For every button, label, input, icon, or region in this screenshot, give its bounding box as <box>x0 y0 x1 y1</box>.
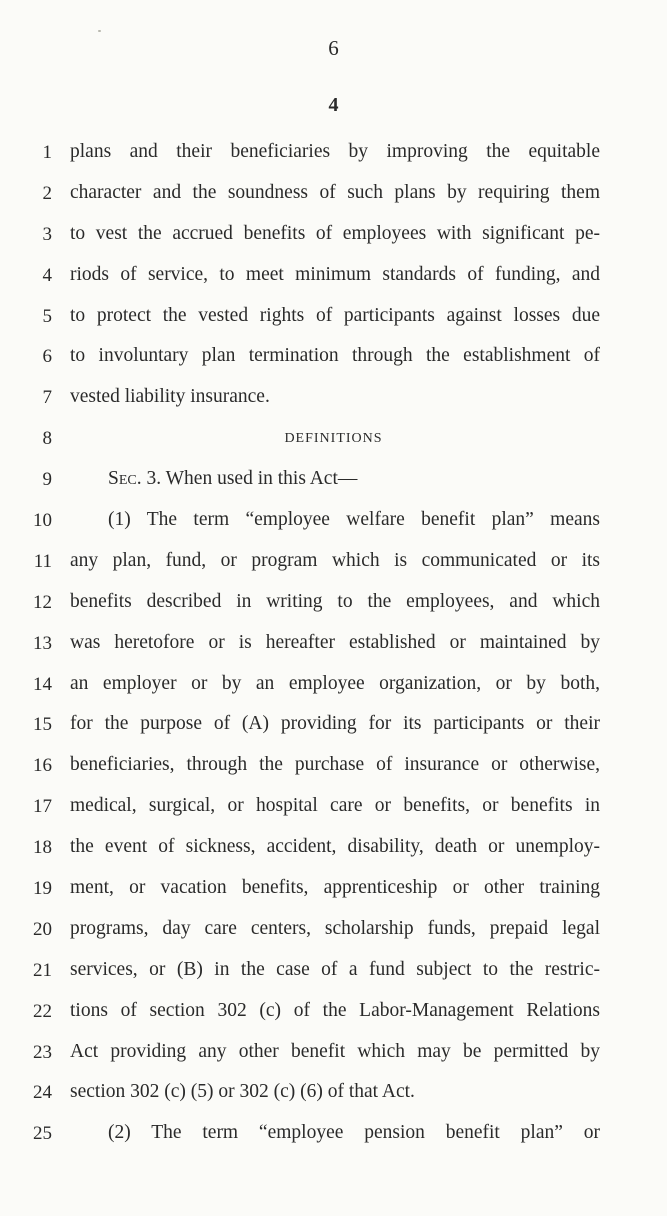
text-line <box>0 343 667 384</box>
text-line <box>0 752 667 793</box>
line-text: Act providing any other benefit which may be permitted by <box>70 1040 600 1062</box>
text-line <box>0 384 667 425</box>
line-number: 5 <box>42 305 52 327</box>
text-line <box>0 1120 667 1161</box>
line-text: plans and their beneficiaries by improving the equitable <box>70 141 600 162</box>
line-number: 23 <box>33 1041 52 1063</box>
line-text: tions of section 302 (c) of the Labor-Management Relations <box>70 999 600 1021</box>
line-text: (1) The term “employee welfare benefit plan” means <box>108 509 600 531</box>
line-number: 10 <box>33 510 52 532</box>
line-number: 9 <box>42 469 52 491</box>
text-line <box>0 1079 667 1120</box>
line-text: any plan, fund, or program which is communicated or its <box>70 549 600 571</box>
line-number: 11 <box>33 550 52 572</box>
line-text: character and the soundness of such plans by requiring them <box>70 181 600 203</box>
text-line <box>0 711 667 752</box>
line-text: vested liability insurance. <box>70 386 270 408</box>
bill-text <box>0 139 667 1161</box>
text-line <box>0 1039 667 1080</box>
line-number: 19 <box>33 878 52 900</box>
line-text: section 302 (c) (5) or 302 (c) (6) of that Act. <box>70 1081 415 1103</box>
section-intro <box>108 468 600 490</box>
line-text: was heretofore or is hereafter established or maintained by <box>70 631 600 653</box>
line-text: for the purpose of (A) providing for its participants or their <box>70 713 600 735</box>
text-line <box>0 548 667 589</box>
line-text: an employer or by an employee organization, or by both, <box>70 672 600 694</box>
line-number: 16 <box>33 755 52 777</box>
line-number: 4 <box>42 264 52 286</box>
text-line <box>0 916 667 957</box>
text-line <box>0 425 667 466</box>
section-heading: DEFINITIONS <box>284 431 383 447</box>
page-number: 6 <box>328 36 339 60</box>
bill-page-number: 4 <box>328 94 339 116</box>
text-line <box>0 139 667 180</box>
text-line <box>0 957 667 998</box>
line-number: 13 <box>33 632 52 654</box>
line-number: 1 <box>42 142 52 163</box>
line-number: 6 <box>42 346 52 368</box>
line-number: 22 <box>33 1000 52 1022</box>
line-text: riods of service, to meet minimum standards of funding, and <box>70 263 600 285</box>
line-text: (2) The term “employee pension benefit plan” or <box>108 1122 600 1144</box>
text-line <box>0 507 667 548</box>
text-line <box>0 303 667 344</box>
line-number: 8 <box>42 428 52 450</box>
text-line <box>0 630 667 671</box>
section-label: Sec. <box>108 468 142 490</box>
line-number: 7 <box>42 387 52 409</box>
line-text: the event of sickness, accident, disability, death or unemploy- <box>70 836 600 858</box>
text-line <box>0 834 667 875</box>
line-text: benefits described in writing to the employees, and which <box>70 590 600 612</box>
section-intro-text: 3. When used in this Act— <box>141 468 358 490</box>
line-text: beneficiaries, through the purchase of insurance or otherwise, <box>70 754 600 776</box>
line-number: 15 <box>33 714 52 736</box>
line-text: ment, or vacation benefits, apprenticeship or other training <box>70 877 600 899</box>
line-number: 21 <box>33 959 52 981</box>
line-text: to involuntary plan termination through the establishment of <box>70 345 600 367</box>
line-number: 17 <box>33 796 52 818</box>
line-number: 12 <box>33 591 52 613</box>
line-text: medical, surgical, or hospital care or benefits, or benefits in <box>70 795 600 817</box>
text-line <box>0 793 667 834</box>
text-line <box>0 221 667 262</box>
text-line <box>0 998 667 1039</box>
text-line <box>0 180 667 221</box>
line-text: to protect the vested rights of participants against losses due <box>70 304 600 326</box>
text-line <box>0 466 667 507</box>
line-number: 24 <box>33 1082 52 1104</box>
text-line <box>0 589 667 630</box>
line-text: services, or (B) in the case of a fund subject to the restric- <box>70 958 600 980</box>
line-number: 3 <box>42 223 52 245</box>
line-text: to vest the accrued benefits of employees with significant pe- <box>70 222 600 244</box>
text-line <box>0 671 667 712</box>
paper-speck <box>98 30 101 32</box>
line-number: 2 <box>42 182 52 204</box>
line-number: 14 <box>33 673 52 695</box>
line-number: 20 <box>33 918 52 940</box>
line-number: 18 <box>33 837 52 859</box>
text-line <box>0 262 667 303</box>
text-line <box>0 875 667 916</box>
line-number: 25 <box>33 1123 52 1145</box>
line-text: programs, day care centers, scholarship funds, prepaid legal <box>70 917 600 939</box>
